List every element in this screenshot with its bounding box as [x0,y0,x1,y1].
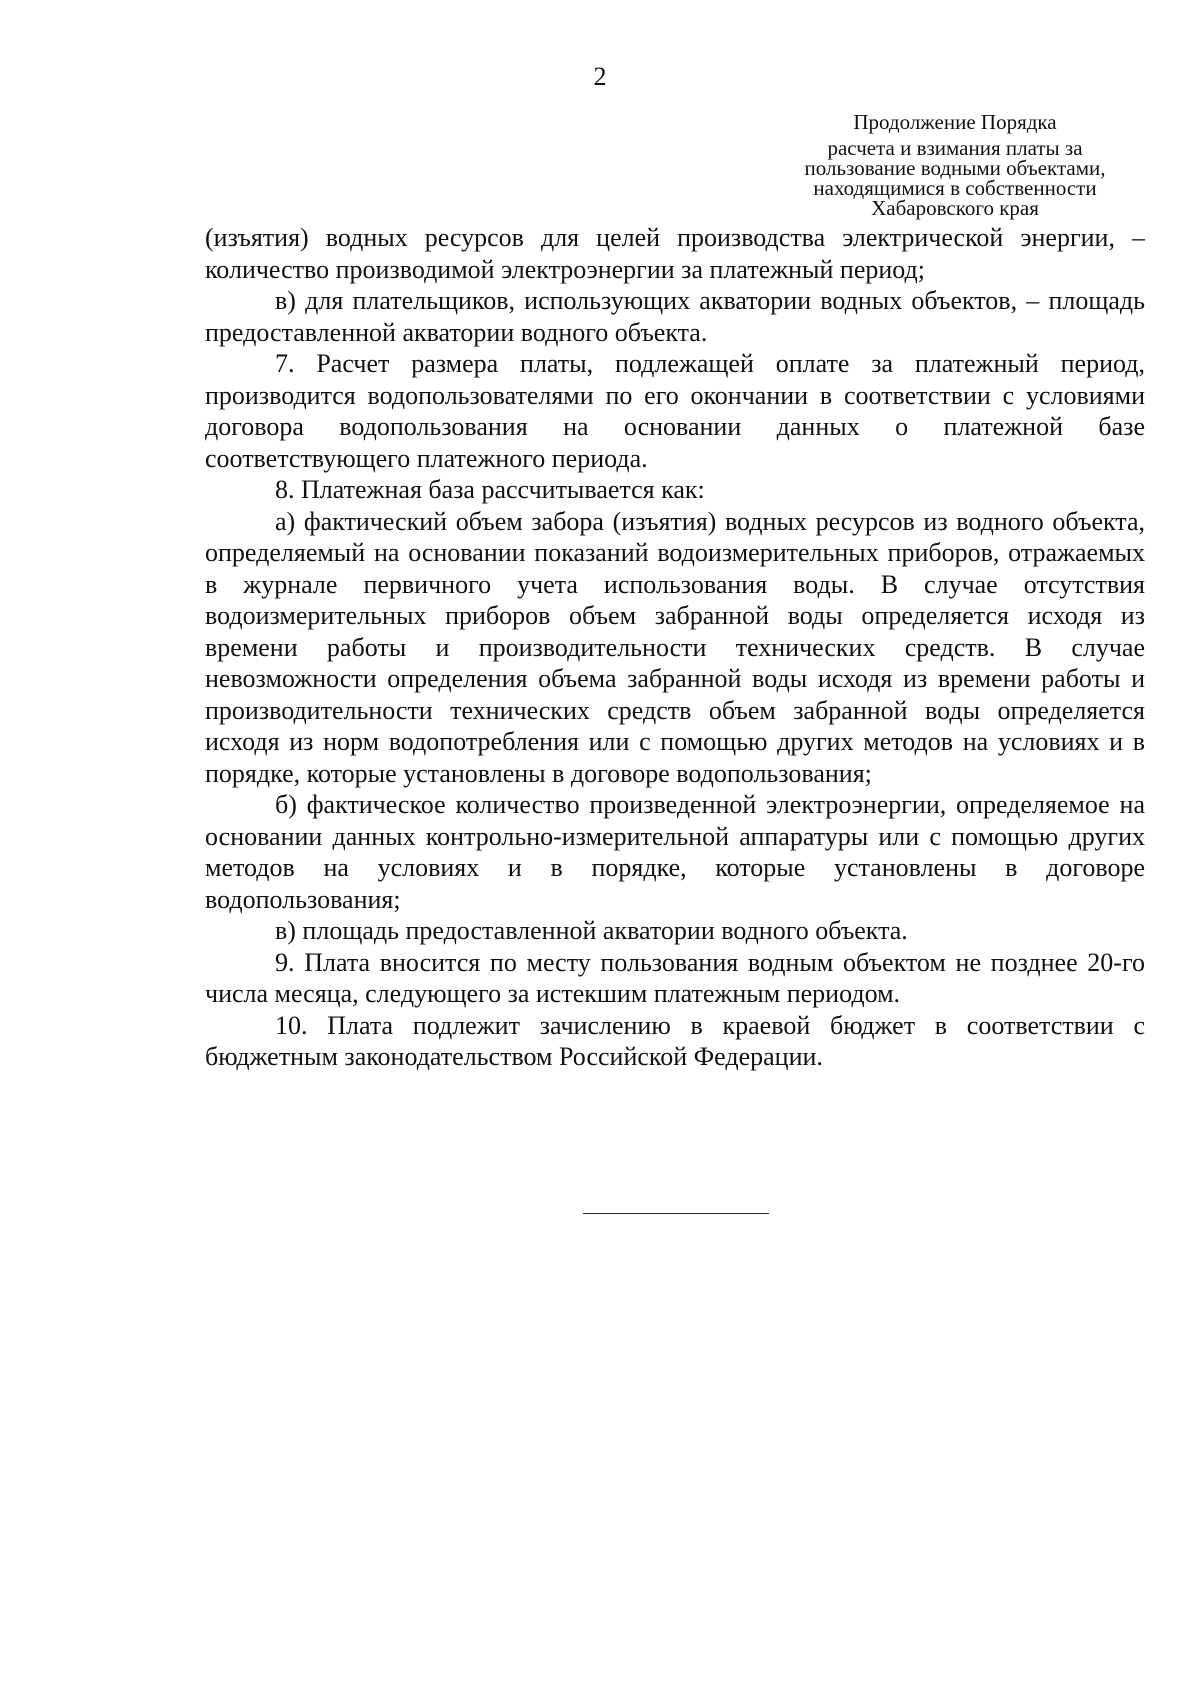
document-header [770,112,1140,218]
header-line: Хабаровского края [871,196,1039,220]
end-divider-line [583,1213,769,1214]
paragraph: 8. Платежная база рассчитывается как: [275,475,705,504]
paragraph: в) площадь предоставленной акватории водного объекта. [275,916,908,945]
page-number: 2 [593,62,607,91]
paragraph: а) фактический объем забора (изъятия) водных ресурсов из водного объекта, определяемый на основании показаний водоизмерительных приборов, отражаемых в журнале первичного учета использования воды. В случае отсутствия водоизмерительных приборов объем забранной воды определяется исходя из времени работы и производительности технических средств. В случае невозможности определения объема забранной воды исходя из времени работы и производительности технических средств объем забранной воды определяется исходя из норм водопотребления или с помощью других методов на условиях и в порядке, которые установлены в договоре водопользования; [205,506,1145,788]
paragraph: б) фактическое количество произведенной электроэнергии, определяемое на основании данных контрольно-измерительной аппаратуры или с помощью других методов на условиях и в порядке, которые установлены в договоре водопользования; [205,790,1145,914]
document-body [205,222,1145,1073]
paragraph-continuation: (изъятия) водных ресурсов для целей производства электрической энергии, – количество производимой электроэнергии за платежный период; [205,223,1145,284]
header-line: находящимися в собственности [813,176,1097,200]
paragraph: 9. Плата вносится по месту пользования водным объектом не позднее 20-го числа месяца, следующего за истекшим платежным периодом. [205,947,1145,1008]
header-line: пользование водными объектами, [804,156,1106,180]
header-line: Продолжение Порядка [853,110,1057,134]
header-line: расчета и взимания платы за [827,136,1083,160]
paragraph: 10. Плата подлежит зачислению в краевой бюджет в соответствии с бюджетным законодательством Российской Федерации. [205,1010,1145,1071]
paragraph: 7. Расчет размера платы, подлежащей оплате за платежный период, производится водопользователями по его окончании в соответствии с условиями договора водопользования на основании данных о платежной базе соответствующего платежного периода. [205,349,1145,473]
paragraph: в) для плательщиков, использующих акватории водных объектов, – площадь предоставленной акватории водного объекта. [205,286,1145,347]
